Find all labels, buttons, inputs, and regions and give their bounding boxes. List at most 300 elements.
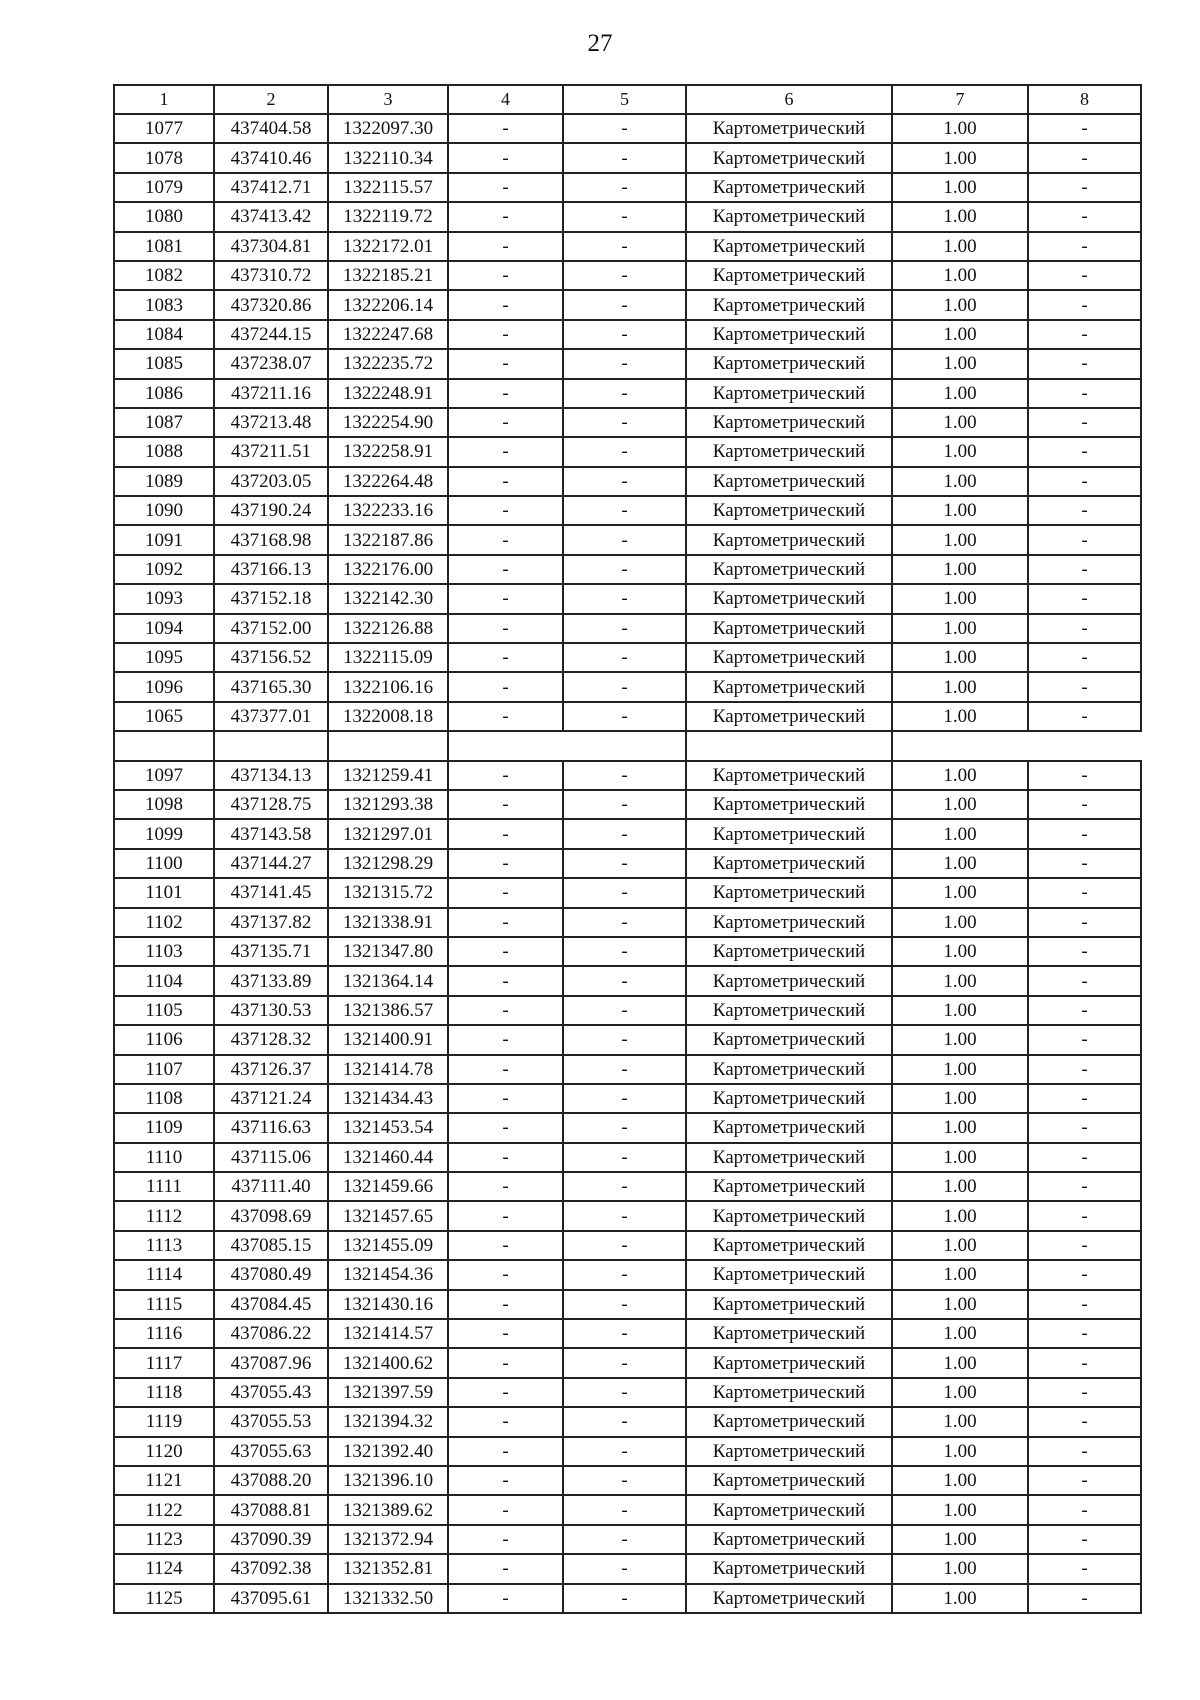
point-number-cell: 1097: [114, 761, 214, 790]
accuracy-cell: 1.00: [892, 232, 1028, 261]
point-number-cell: 1115: [114, 1290, 214, 1319]
table-row: [114, 996, 1141, 1025]
coord-y-cell: 1322185.21: [328, 261, 448, 290]
coord-x-cell: 437137.82: [214, 908, 328, 937]
column-header-6: 6: [686, 85, 892, 114]
col-5-cell: -: [563, 379, 686, 408]
point-number-cell: 1078: [114, 143, 214, 172]
col-8-cell: -: [1028, 1378, 1141, 1407]
method-cell: Картометрический: [686, 320, 892, 349]
table-row: [114, 1231, 1141, 1260]
col-5-cell: -: [563, 849, 686, 878]
method-cell: Картометрический: [686, 437, 892, 466]
accuracy-cell: 1.00: [892, 349, 1028, 378]
col-5-cell: -: [563, 467, 686, 496]
accuracy-cell: 1.00: [892, 1260, 1028, 1289]
col-8-cell: -: [1028, 114, 1141, 143]
point-number-cell: 1100: [114, 849, 214, 878]
table-row: [114, 1319, 1141, 1348]
col-5-cell: -: [563, 349, 686, 378]
col-8-cell: -: [1028, 1260, 1141, 1289]
col-8-cell: -: [1028, 966, 1141, 995]
col-8-cell: -: [1028, 1319, 1141, 1348]
method-cell: Картометрический: [686, 643, 892, 672]
coord-y-cell: 1321394.32: [328, 1407, 448, 1436]
coord-y-cell: 1322172.01: [328, 232, 448, 261]
coord-x-cell: 437055.53: [214, 1407, 328, 1436]
table-row: [114, 702, 1141, 731]
method-cell: Картометрический: [686, 878, 892, 907]
point-number-cell: 1098: [114, 790, 214, 819]
col-4-cell: -: [448, 1584, 563, 1613]
col-4-cell: -: [448, 761, 563, 790]
method-cell: Картометрический: [686, 996, 892, 1025]
col-8-cell: -: [1028, 202, 1141, 231]
coord-y-cell: [328, 731, 448, 760]
column-header-7: 7: [892, 85, 1028, 114]
point-number-cell: 1091: [114, 525, 214, 554]
col-4-cell: -: [448, 643, 563, 672]
method-cell: Картометрический: [686, 143, 892, 172]
coord-x-cell: 437134.13: [214, 761, 328, 790]
table-row: [114, 937, 1141, 966]
coord-y-cell: 1322235.72: [328, 349, 448, 378]
point-number-cell: 1112: [114, 1201, 214, 1230]
point-number-cell: 1083: [114, 290, 214, 319]
method-cell: Картометрический: [686, 1025, 892, 1054]
coord-x-cell: 437055.43: [214, 1378, 328, 1407]
col-8-cell: -: [1028, 584, 1141, 613]
accuracy-cell: 1.00: [892, 1172, 1028, 1201]
point-number-cell: 1119: [114, 1407, 214, 1436]
point-number-cell: [114, 731, 214, 760]
coord-y-cell: 1321298.29: [328, 849, 448, 878]
table-row: [114, 1584, 1141, 1613]
col-4-cell: -: [448, 584, 563, 613]
coord-x-cell: 437211.16: [214, 379, 328, 408]
method-cell: Картометрический: [686, 1466, 892, 1495]
table-row: [114, 525, 1141, 554]
col-8-cell: -: [1028, 937, 1141, 966]
header-row: [114, 85, 1141, 114]
coord-y-cell: 1321259.41: [328, 761, 448, 790]
col-4-cell: -: [448, 937, 563, 966]
accuracy-cell: 1.00: [892, 379, 1028, 408]
col-5-cell: -: [563, 1290, 686, 1319]
coord-x-cell: 437238.07: [214, 349, 328, 378]
method-cell: Картометрический: [686, 937, 892, 966]
coord-x-cell: 437090.39: [214, 1525, 328, 1554]
method-cell: Картометрический: [686, 790, 892, 819]
table-row: [114, 379, 1141, 408]
coord-y-cell: 1321332.50: [328, 1584, 448, 1613]
accuracy-cell: 1.00: [892, 1407, 1028, 1436]
col-5-cell: -: [563, 555, 686, 584]
table-row: [114, 173, 1141, 202]
accuracy-cell: 1.00: [892, 290, 1028, 319]
coord-x-cell: 437095.61: [214, 1584, 328, 1613]
col-8-cell: -: [1028, 496, 1141, 525]
col-5-cell: -: [563, 1466, 686, 1495]
col-8-cell: -: [1028, 173, 1141, 202]
col-8-cell: -: [1028, 1201, 1141, 1230]
coord-y-cell: 1321457.65: [328, 1201, 448, 1230]
col-4-cell: -: [448, 1437, 563, 1466]
method-cell: Картометрический: [686, 1201, 892, 1230]
col-4-cell: -: [448, 996, 563, 1025]
coord-x-cell: 437404.58: [214, 114, 328, 143]
coord-x-cell: 437320.86: [214, 290, 328, 319]
col-8-cell: -: [1028, 437, 1141, 466]
col-5-cell: -: [563, 408, 686, 437]
col-4-cell: -: [448, 1025, 563, 1054]
col-8-cell: -: [1028, 261, 1141, 290]
col-4-cell: -: [448, 614, 563, 643]
coord-y-cell: 1322233.16: [328, 496, 448, 525]
accuracy-cell: 1.00: [892, 1437, 1028, 1466]
coord-x-cell: 437087.96: [214, 1348, 328, 1377]
accuracy-cell: 1.00: [892, 173, 1028, 202]
coord-x-cell: 437168.98: [214, 525, 328, 554]
col-4-cell: -: [448, 320, 563, 349]
coord-y-cell: 1321372.94: [328, 1525, 448, 1554]
table-row: [114, 232, 1141, 261]
col-8-cell: -: [1028, 1584, 1141, 1613]
table-row: [114, 819, 1141, 848]
accuracy-cell: 1.00: [892, 467, 1028, 496]
point-number-cell: 1079: [114, 173, 214, 202]
method-cell: Картометрический: [686, 1260, 892, 1289]
coord-y-cell: 1321400.91: [328, 1025, 448, 1054]
method-cell: Картометрический: [686, 1113, 892, 1142]
col-4-cell: -: [448, 114, 563, 143]
col-8-cell: -: [1028, 996, 1141, 1025]
col-8-cell: -: [1028, 849, 1141, 878]
coord-x-cell: 437203.05: [214, 467, 328, 496]
coord-x-cell: 437413.42: [214, 202, 328, 231]
col-8-cell: -: [1028, 290, 1141, 319]
method-cell: Картометрический: [686, 819, 892, 848]
point-number-cell: 1110: [114, 1143, 214, 1172]
col-4-cell: -: [448, 437, 563, 466]
col-5-cell: -: [563, 1495, 686, 1524]
table-row: [114, 1554, 1141, 1583]
coord-x-cell: 437130.53: [214, 996, 328, 1025]
table-row: [114, 1113, 1141, 1142]
point-number-cell: 1095: [114, 643, 214, 672]
col-5-cell: -: [563, 290, 686, 319]
coord-y-cell: 1321400.62: [328, 1348, 448, 1377]
accuracy-cell: 1.00: [892, 555, 1028, 584]
col-5-cell: -: [563, 1025, 686, 1054]
col-4-cell: -: [448, 379, 563, 408]
col-4-cell: -: [448, 173, 563, 202]
coord-x-cell: 437088.81: [214, 1495, 328, 1524]
col-4-cell: -: [448, 1378, 563, 1407]
col-8-cell: -: [1028, 467, 1141, 496]
col-5-cell: -: [563, 1348, 686, 1377]
point-number-cell: 1123: [114, 1525, 214, 1554]
col-5-cell: -: [563, 1231, 686, 1260]
table-row: [114, 349, 1141, 378]
col-4-cell: -: [448, 1084, 563, 1113]
coord-x-cell: 437165.30: [214, 672, 328, 701]
col-5-cell: -: [563, 643, 686, 672]
table-body: [114, 114, 1141, 1613]
method-cell: Картометрический: [686, 202, 892, 231]
coord-x-cell: 437128.75: [214, 790, 328, 819]
col-5-cell: -: [563, 1143, 686, 1172]
method-cell: Картометрический: [686, 1407, 892, 1436]
table-row: [114, 1407, 1141, 1436]
accuracy-cell: 1.00: [892, 937, 1028, 966]
method-cell: Картометрический: [686, 1231, 892, 1260]
accuracy-cell: 1.00: [892, 1554, 1028, 1583]
col-4-cell: -: [448, 908, 563, 937]
col-4-cell: -: [448, 1495, 563, 1524]
coord-y-cell: 1321455.09: [328, 1231, 448, 1260]
accuracy-cell: 1.00: [892, 908, 1028, 937]
table-row: [114, 1143, 1141, 1172]
col-8-cell: -: [1028, 1554, 1141, 1583]
method-cell: Картометрический: [686, 584, 892, 613]
col-4-cell: -: [448, 1172, 563, 1201]
method-cell: Картометрический: [686, 379, 892, 408]
col-8-cell: -: [1028, 790, 1141, 819]
col-5-cell: -: [563, 1378, 686, 1407]
table-row: [114, 496, 1141, 525]
accuracy-cell: 1.00: [892, 878, 1028, 907]
coord-y-cell: 1321293.38: [328, 790, 448, 819]
col-4-cell: -: [448, 849, 563, 878]
col-5-cell: -: [563, 1584, 686, 1613]
coord-x-cell: 437156.52: [214, 643, 328, 672]
coord-x-cell: 437135.71: [214, 937, 328, 966]
coord-y-cell: 1321315.72: [328, 878, 448, 907]
coord-x-cell: 437092.38: [214, 1554, 328, 1583]
column-header-4: 4: [448, 85, 563, 114]
accuracy-cell: 1.00: [892, 1466, 1028, 1495]
col-8-cell: -: [1028, 1055, 1141, 1084]
accuracy-cell: 1.00: [892, 1525, 1028, 1554]
col-4-cell: -: [448, 261, 563, 290]
accuracy-cell: 1.00: [892, 1113, 1028, 1142]
accuracy-cell: 1.00: [892, 614, 1028, 643]
col-4-cell: -: [448, 143, 563, 172]
table-row: [114, 878, 1141, 907]
col-5-cell: -: [563, 1201, 686, 1230]
coord-x-cell: 437304.81: [214, 232, 328, 261]
method-cell: Картометрический: [686, 349, 892, 378]
col-8-cell: -: [1028, 643, 1141, 672]
coord-y-cell: 1321352.81: [328, 1554, 448, 1583]
col-5-cell: [563, 731, 686, 760]
point-number-cell: 1105: [114, 996, 214, 1025]
coord-x-cell: 437152.00: [214, 614, 328, 643]
accuracy-cell: 1.00: [892, 996, 1028, 1025]
accuracy-cell: 1.00: [892, 320, 1028, 349]
col-8-cell: -: [1028, 349, 1141, 378]
col-8-cell: -: [1028, 614, 1141, 643]
point-number-cell: 1124: [114, 1554, 214, 1583]
coord-y-cell: 1321454.36: [328, 1260, 448, 1289]
accuracy-cell: 1.00: [892, 525, 1028, 554]
point-number-cell: 1102: [114, 908, 214, 937]
col-5-cell: -: [563, 1319, 686, 1348]
column-header-3: 3: [328, 85, 448, 114]
point-number-cell: 1121: [114, 1466, 214, 1495]
point-number-cell: 1117: [114, 1348, 214, 1377]
table-row: [114, 202, 1141, 231]
col-8-cell: -: [1028, 379, 1141, 408]
table-row: [114, 790, 1141, 819]
coord-x-cell: 437152.18: [214, 584, 328, 613]
point-number-cell: 1106: [114, 1025, 214, 1054]
coord-y-cell: 1321297.01: [328, 819, 448, 848]
col-5-cell: -: [563, 1407, 686, 1436]
point-number-cell: 1085: [114, 349, 214, 378]
coord-y-cell: 1321459.66: [328, 1172, 448, 1201]
accuracy-cell: 1.00: [892, 437, 1028, 466]
point-number-cell: 1107: [114, 1055, 214, 1084]
table-row: [114, 1348, 1141, 1377]
method-cell: Картометрический: [686, 1055, 892, 1084]
page-number: 27: [587, 30, 613, 57]
col-5-cell: -: [563, 320, 686, 349]
method-cell: Картометрический: [686, 1348, 892, 1377]
table-row: [114, 261, 1141, 290]
coord-x-cell: 437144.27: [214, 849, 328, 878]
table-row: [114, 1378, 1141, 1407]
table-row: [114, 672, 1141, 701]
col-4-cell: -: [448, 525, 563, 554]
point-number-cell: 1118: [114, 1378, 214, 1407]
coord-y-cell: 1322126.88: [328, 614, 448, 643]
coord-x-cell: 437080.49: [214, 1260, 328, 1289]
point-number-cell: 1065: [114, 702, 214, 731]
col-8-cell: -: [1028, 1348, 1141, 1377]
method-cell: Картометрический: [686, 1495, 892, 1524]
coord-x-cell: 437128.32: [214, 1025, 328, 1054]
point-number-cell: 1120: [114, 1437, 214, 1466]
col-5-cell: -: [563, 966, 686, 995]
column-header-5: 5: [563, 85, 686, 114]
col-5-cell: -: [563, 1084, 686, 1113]
col-4-cell: -: [448, 349, 563, 378]
method-cell: Картометрический: [686, 672, 892, 701]
coord-y-cell: 1322142.30: [328, 584, 448, 613]
col-8-cell: -: [1028, 408, 1141, 437]
col-8-cell: -: [1028, 878, 1141, 907]
col-4-cell: -: [448, 819, 563, 848]
method-cell: Картометрический: [686, 614, 892, 643]
point-number-cell: 1125: [114, 1584, 214, 1613]
point-number-cell: 1077: [114, 114, 214, 143]
col-4-cell: -: [448, 1260, 563, 1289]
accuracy-cell: [892, 731, 1028, 760]
col-5-cell: -: [563, 202, 686, 231]
col-8-cell: -: [1028, 1143, 1141, 1172]
col-8-cell: -: [1028, 1084, 1141, 1113]
col-5-cell: -: [563, 1554, 686, 1583]
table-row-separator: [114, 731, 1141, 760]
col-8-cell: -: [1028, 1495, 1141, 1524]
col-8-cell: -: [1028, 525, 1141, 554]
col-4-cell: -: [448, 1055, 563, 1084]
col-4-cell: [448, 731, 563, 760]
accuracy-cell: 1.00: [892, 643, 1028, 672]
table-row: [114, 908, 1141, 937]
col-5-cell: -: [563, 672, 686, 701]
col-8-cell: -: [1028, 555, 1141, 584]
coord-x-cell: 437166.13: [214, 555, 328, 584]
col-8-cell: -: [1028, 1025, 1141, 1054]
coord-y-cell: 1322187.86: [328, 525, 448, 554]
col-5-cell: -: [563, 496, 686, 525]
col-5-cell: -: [563, 614, 686, 643]
coord-x-cell: 437121.24: [214, 1084, 328, 1113]
accuracy-cell: 1.00: [892, 1025, 1028, 1054]
col-5-cell: -: [563, 937, 686, 966]
col-5-cell: -: [563, 1055, 686, 1084]
point-number-cell: 1108: [114, 1084, 214, 1113]
table-row: [114, 1055, 1141, 1084]
coord-y-cell: 1322258.91: [328, 437, 448, 466]
col-8-cell: -: [1028, 1466, 1141, 1495]
point-number-cell: 1080: [114, 202, 214, 231]
method-cell: Картометрический: [686, 966, 892, 995]
method-cell: Картометрический: [686, 173, 892, 202]
coord-y-cell: 1322106.16: [328, 672, 448, 701]
coord-y-cell: 1321430.16: [328, 1290, 448, 1319]
method-cell: Картометрический: [686, 761, 892, 790]
method-cell: Картометрический: [686, 232, 892, 261]
coord-x-cell: 437126.37: [214, 1055, 328, 1084]
point-number-cell: 1081: [114, 232, 214, 261]
col-5-cell: -: [563, 114, 686, 143]
col-5-cell: -: [563, 1260, 686, 1289]
coord-x-cell: 437055.63: [214, 1437, 328, 1466]
accuracy-cell: 1.00: [892, 1495, 1028, 1524]
col-8-cell: -: [1028, 1525, 1141, 1554]
point-number-cell: 1116: [114, 1319, 214, 1348]
col-5-cell: -: [563, 819, 686, 848]
accuracy-cell: 1.00: [892, 1055, 1028, 1084]
coord-y-cell: 1322248.91: [328, 379, 448, 408]
coord-y-cell: 1321396.10: [328, 1466, 448, 1495]
accuracy-cell: 1.00: [892, 966, 1028, 995]
col-5-cell: -: [563, 761, 686, 790]
coord-y-cell: 1321392.40: [328, 1437, 448, 1466]
col-8-cell: -: [1028, 672, 1141, 701]
col-5-cell: -: [563, 790, 686, 819]
col-5-cell: -: [563, 996, 686, 1025]
accuracy-cell: 1.00: [892, 1084, 1028, 1113]
coord-y-cell: 1322176.00: [328, 555, 448, 584]
coord-x-cell: 437115.06: [214, 1143, 328, 1172]
point-number-cell: 1113: [114, 1231, 214, 1260]
coord-y-cell: 1321386.57: [328, 996, 448, 1025]
col-4-cell: -: [448, 790, 563, 819]
point-number-cell: 1089: [114, 467, 214, 496]
table-row: [114, 1437, 1141, 1466]
accuracy-cell: 1.00: [892, 202, 1028, 231]
coord-y-cell: 1321453.54: [328, 1113, 448, 1142]
table-row: [114, 1201, 1141, 1230]
method-cell: Картометрический: [686, 1584, 892, 1613]
coord-x-cell: 437111.40: [214, 1172, 328, 1201]
point-number-cell: 1092: [114, 555, 214, 584]
